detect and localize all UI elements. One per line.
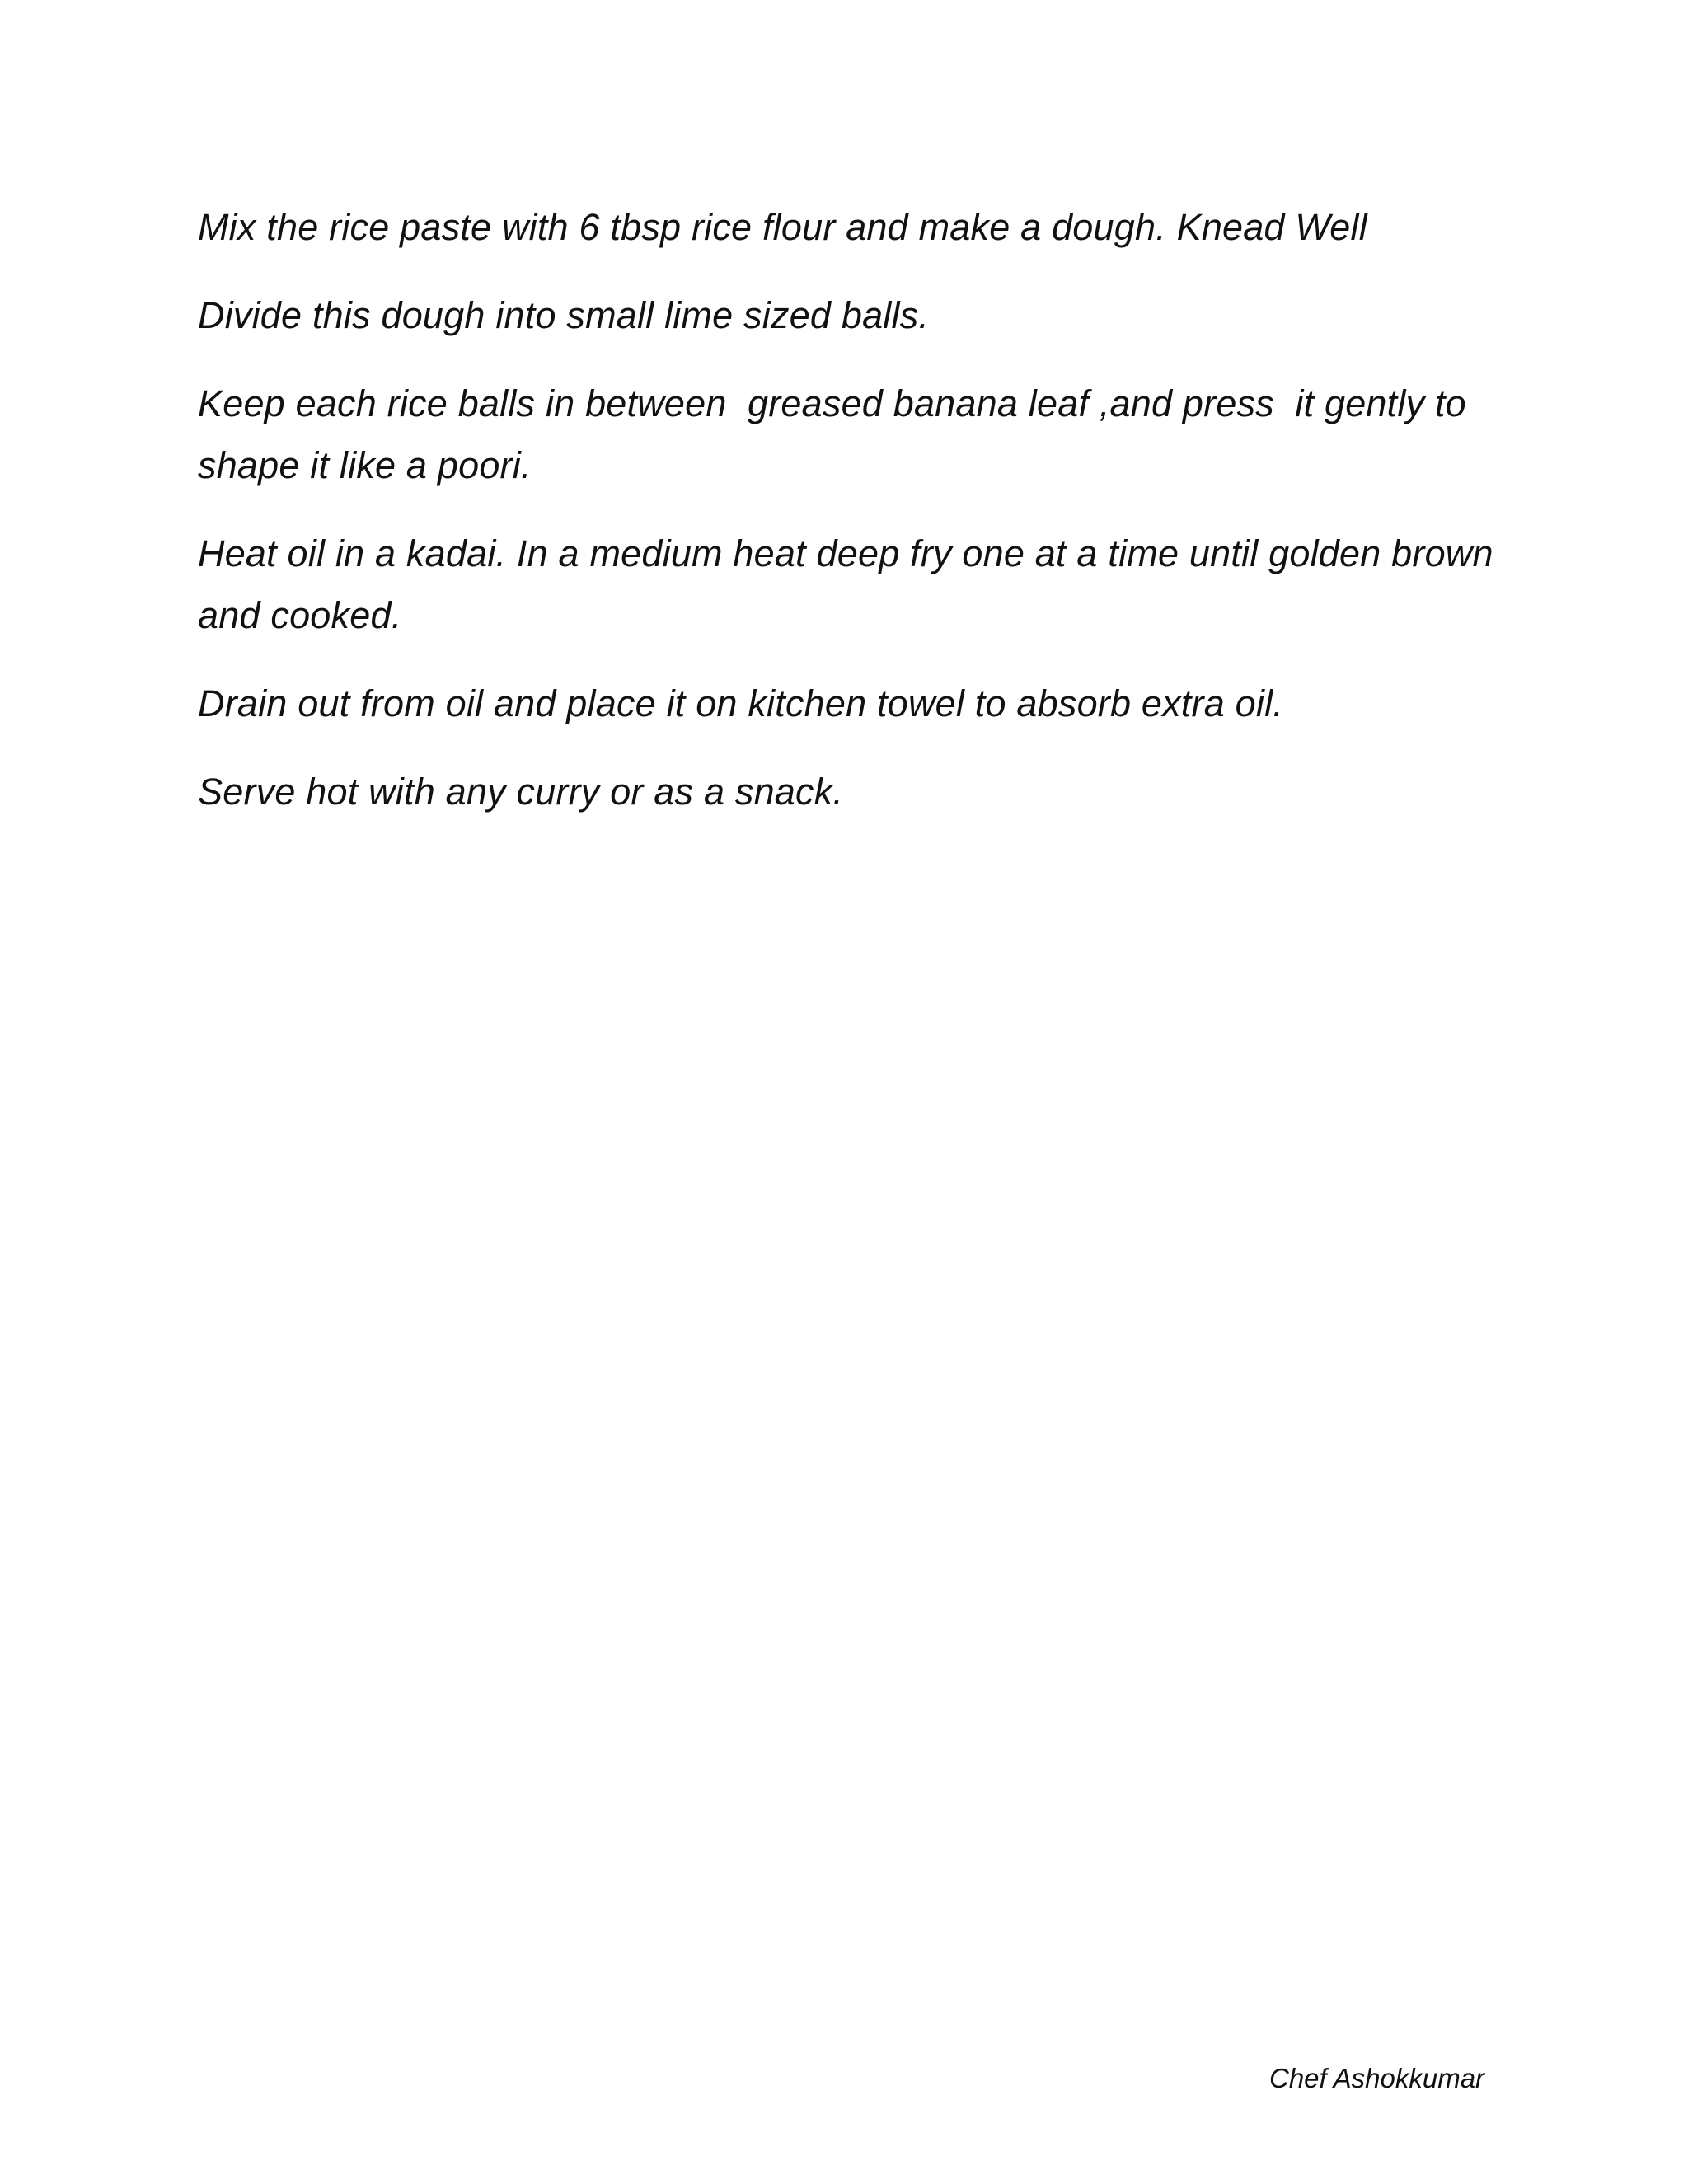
- author-signature: Chef Ashokkumar: [1269, 2063, 1485, 2093]
- recipe-step: Drain out from oil and place it on kitchen towel to absorb extra oil.: [198, 682, 1283, 724]
- recipe-step: Heat oil in a kadai. In a medium heat deep fry one at a time until golden brown and cooked.: [198, 532, 1504, 636]
- recipe-step: Divide this dough into small lime sized balls.: [198, 294, 930, 336]
- recipe-step: Keep each rice balls in between greased banana leaf ,and press it gently to shape it like a poori.: [198, 382, 1477, 486]
- recipe-step: Mix the rice paste with 6 tbsp rice flour and make a dough. Knead Well: [198, 206, 1367, 248]
- recipe-step: Serve hot with any curry or as a snack.: [198, 771, 844, 813]
- recipe-steps: [198, 196, 1504, 849]
